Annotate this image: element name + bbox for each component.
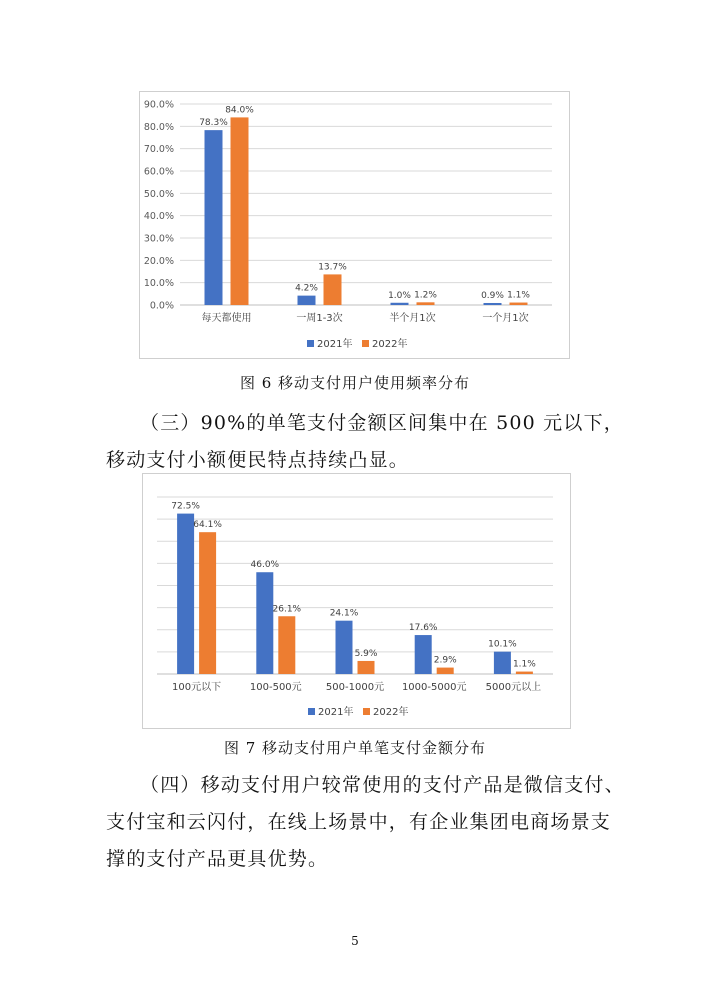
x-tick-label: 500-1000元 <box>325 682 385 693</box>
legend-label: 2021年 <box>318 707 354 718</box>
data-label: 46.0% <box>250 560 280 571</box>
y-tick-label: 20.0% <box>143 255 174 267</box>
y-tick-label: 40.0% <box>143 211 174 223</box>
x-tick-label: 每天都使用 <box>201 313 252 324</box>
legend-swatch-2021 <box>308 708 315 715</box>
bar-2021 <box>177 514 194 674</box>
data-label: 1.1% <box>507 290 530 301</box>
bar-2022 <box>278 616 295 674</box>
data-label: 1.1% <box>512 659 536 670</box>
y-tick-label: 90.0% <box>143 99 174 111</box>
data-label: 17.6% <box>408 623 438 634</box>
data-label: 10.1% <box>488 639 517 650</box>
data-label: 78.3% <box>199 118 228 129</box>
y-tick-label: 0.0% <box>149 300 174 312</box>
bar-2021 <box>298 296 316 305</box>
y-tick-label: 50.0% <box>143 188 174 200</box>
chart-usage-frequency-svg <box>140 92 569 358</box>
x-tick-label: 一个月1次 <box>482 313 529 324</box>
y-tick-label: 70.0% <box>143 144 174 156</box>
data-label: 24.1% <box>329 608 359 619</box>
paragraph-3: （三）90%的单笔支付金额区间集中在 500 元以下，移动支付小额便民特点持续凸显。 <box>106 412 624 471</box>
legend-swatch-2021 <box>307 340 314 347</box>
data-label: 13.7% <box>318 262 347 273</box>
data-label: 1.0% <box>388 290 411 301</box>
data-label: 2.9% <box>433 655 457 666</box>
figure-6-caption: 图 6 移动支付用户使用频率分布 <box>239 374 471 392</box>
bar-2021 <box>415 635 432 674</box>
chart-payment-amount <box>142 473 571 729</box>
legend-label: 2021年 <box>317 339 353 350</box>
data-label: 72.5% <box>171 501 200 512</box>
legend-label: 2022年 <box>373 707 409 718</box>
data-label: 1.2% <box>414 290 437 301</box>
chart-payment-amount-svg <box>143 474 570 728</box>
data-label: 4.2% <box>295 283 318 294</box>
figure-7-caption: 图 7 移动支付用户单笔支付金额分布 <box>223 739 487 757</box>
y-tick-label: 80.0% <box>143 121 174 133</box>
bar-2022 <box>324 274 342 305</box>
bar-2022 <box>231 117 249 305</box>
y-tick-label: 60.0% <box>143 166 174 178</box>
legend-label: 2022年 <box>372 339 408 350</box>
bar-2022 <box>516 672 533 674</box>
data-label: 84.0% <box>225 105 254 116</box>
bar-2022 <box>417 302 435 305</box>
bar-2022 <box>437 668 454 674</box>
x-tick-label: 一周1-3次 <box>296 313 343 324</box>
bar-2022 <box>510 303 528 305</box>
bar-2022 <box>358 661 375 674</box>
y-tick-label: 10.0% <box>143 278 174 290</box>
bar-2022 <box>199 532 216 674</box>
bar-2021 <box>391 303 409 305</box>
bar-2021 <box>484 303 502 305</box>
data-label: 26.1% <box>272 604 302 615</box>
legend-swatch-2022 <box>363 708 370 715</box>
page-number: 5 <box>351 934 359 948</box>
data-label: 0.9% <box>481 290 504 301</box>
bar-2021 <box>205 130 223 305</box>
data-label: 5.9% <box>354 648 378 659</box>
legend-swatch-2022 <box>362 340 369 347</box>
x-tick-label: 100元以下 <box>172 682 222 693</box>
y-tick-label: 30.0% <box>143 233 174 245</box>
data-label: 64.1% <box>193 520 222 531</box>
x-tick-label: 半个月1次 <box>389 313 436 324</box>
paragraph-4: （四）移动支付用户较常使用的支付产品是微信支付、支付宝和云闪付，在线上场景中，有企业集团电商场景支撑的支付产品更具优势。 <box>106 774 625 870</box>
x-tick-label: 5000元以上 <box>485 682 542 693</box>
chart-usage-frequency <box>139 91 570 359</box>
bar-2021 <box>494 652 511 674</box>
x-tick-label: 100-500元 <box>249 682 302 693</box>
bar-2021 <box>256 572 273 674</box>
x-tick-label: 1000-5000元 <box>401 682 467 693</box>
bar-2021 <box>336 621 353 674</box>
